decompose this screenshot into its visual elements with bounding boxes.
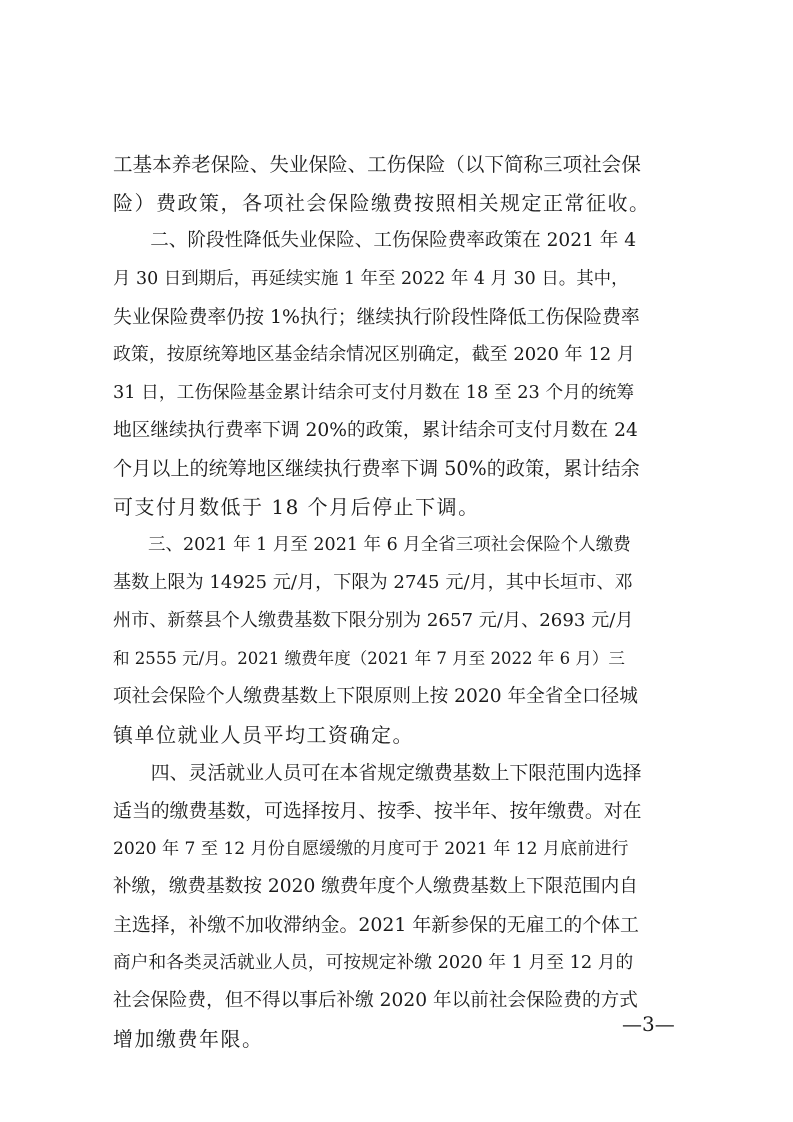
text-line: 失业保险费率仍按 1%执行；继续执行阶段性降低工伤保险费率 [113,306,640,328]
page-number: —3— [622,1012,675,1036]
text-line: 可支付月数低于 18 个月后停止下调。 [113,495,480,519]
text-line: 险）费政策，各项社会保险缴费按照相关规定正常征收。 [113,191,651,215]
text-line: 和 2555 元/月。2021 缴费年度（2021 年 7 月至 2022 年 6 月）三 [113,649,625,668]
text-line: 地区继续执行费率下调 20%的政策，累计结余可支付月数在 24 [113,420,638,441]
text-line: 项社会保险个人缴费基数上下限原则上按 2020 年全省全口径城 [113,686,638,707]
text-line: 工基本养老保险、失业保险、工伤保险（以下简称三项社会保 [113,153,641,176]
document-body [113,146,693,1058]
text-line: 基数上限为 14925 元/月，下限为 2745 元/月，其中长垣市、邓 [113,572,633,593]
text-line: 个月以上的统筹地区继续执行费率下调 50%的政策，累计结余 [113,457,640,480]
text-line: 二、阶段性降低失业保险、工伤保险费率政策在 2021 年 4 [113,230,637,251]
text-line: 补缴，缴费基数按 2020 缴费年度个人缴费基数上下限范围内自 [113,876,638,897]
text-line: 增加缴费年限。 [113,1027,264,1051]
text-line: 四、灵活就业人员可在本省规定缴费基数上下限范围内选择 [113,762,642,784]
text-line: 三、2021 年 1 月至 2021 年 6 月全省三项社会保险个人缴费 [113,535,631,555]
text-line: 社会保险费，但不得以事后补缴 2020 年以前社会保险费的方式 [113,990,638,1011]
text-line: 2020 年 7 至 12 月份自愿缓缴的月度可于 2021 年 12 月底前进行 [113,839,629,859]
text-line: 镇单位就业人员平均工资确定。 [113,723,414,747]
text-line: 州市、新蔡县个人缴费基数下限分别为 2657 元/月、2693 元/月 [113,610,634,631]
text-line: 主选择，补缴不加收滞纳金。2021 年新参保的无雇工的个体工 [113,914,639,936]
text-line: 政策，按原统筹地区基金结余情况区别确定，截至 2020 年 12 月 [113,344,635,365]
text-line: 适当的缴费基数，可选择按月、按季、按半年、按年缴费。对在 [113,800,642,822]
text-line: 月 30 日到期后，再延续实施 1 年至 2022 年 4 月 30 日。其中， [113,269,629,289]
text-line: 商户和各类灵活就业人员，可按规定补缴 2020 年 1 月至 12 月的 [113,953,634,973]
text-line: 31 日，工伤保险基金累计结余可支付月数在 18 至 23 个月的统筹 [113,383,635,403]
